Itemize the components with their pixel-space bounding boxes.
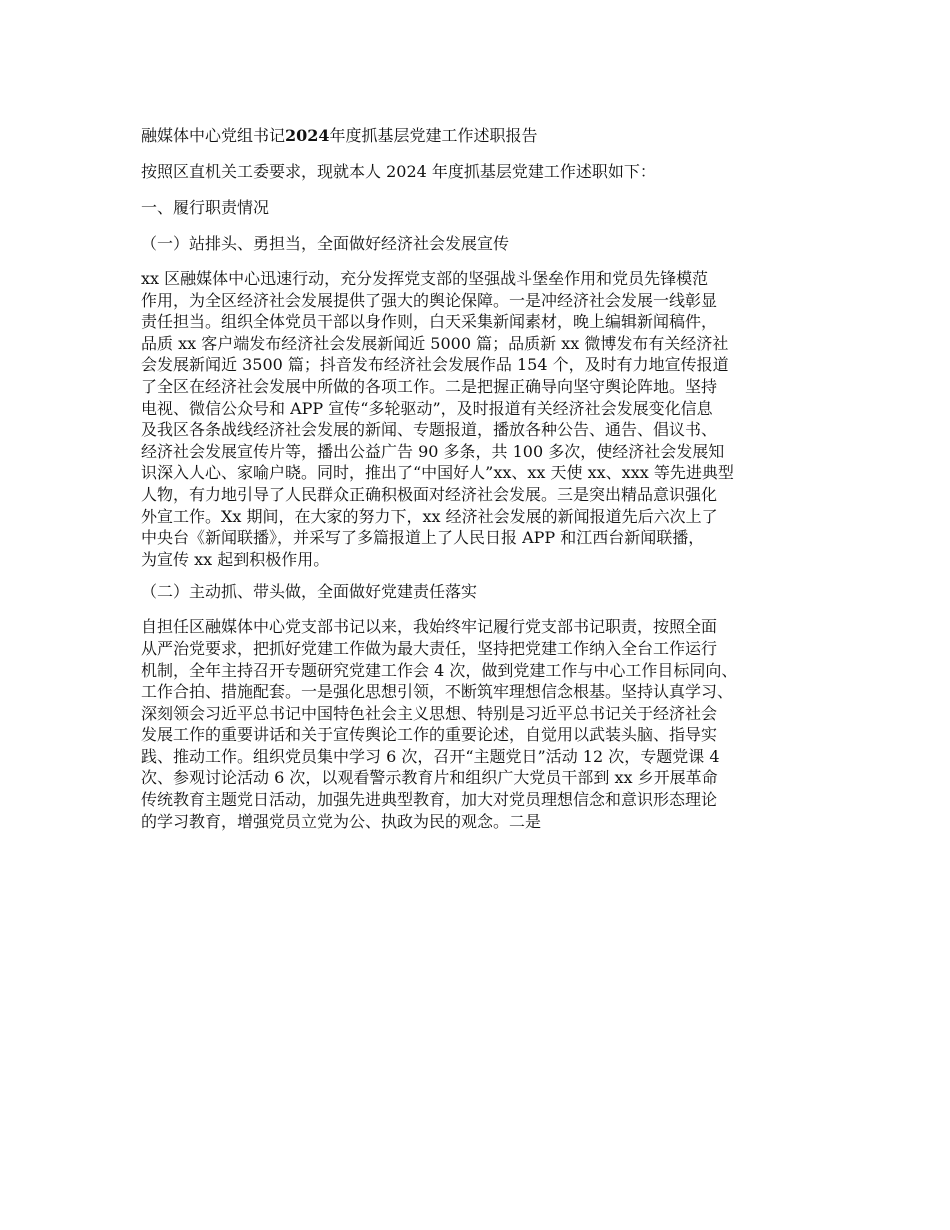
- paragraph-line: 践、推动工作。组织党员集中学习 6 次，召开“主题党日”活动 12 次，专题党课 4: [141, 746, 720, 766]
- paragraph-line: 发展工作的重要讲话和关于宣传舆论工作的重要论述，自觉用以武装头脑、指导实: [141, 725, 718, 745]
- paragraph-line: 次、参观讨论活动 6 次，以观看警示教育片和组织广大党员干部到 xx 乡开展革命: [141, 768, 718, 788]
- paragraph-line: 了全区在经济社会发展中所做的各项工作。二是把握正确导向坚守舆论阵地。坚持: [141, 376, 718, 396]
- paragraph-line: 会发展新闻近 3500 篇；抖音发布经济社会发展作品 154 个，及时有力地宣传报道: [141, 355, 729, 375]
- paragraph-line: 自担任区融媒体中心党支部书记以来，我始终牢记履行党支部书记职责，按照全面: [141, 617, 718, 637]
- paragraph-line: 及我区各条战线经济社会发展的新闻、专题报道，播放各种公告、通告、倡议书、: [141, 420, 718, 440]
- paragraph-line: 传统教育主题党日活动，加强先进典型教育，加大对党员理想信念和意识形态理论: [141, 790, 718, 810]
- paragraph-line: 外宣工作。Xx 期间，在大家的努力下，xx 经济社会发展的新闻报道先后六次上了: [141, 506, 718, 526]
- title-year: 2024: [285, 126, 330, 145]
- document-body: [141, 124, 817, 842]
- title-prefix: 融媒体中心党组书记: [141, 126, 286, 145]
- subsection-heading: （二）主动抓、带头做，全面做好党建责任落实: [141, 582, 478, 602]
- document-title: [141, 124, 817, 148]
- paragraph-line: 识深入人心、家喻户晓。同时，推出了“中国好人”xx、xx 天使 xx、xxx 等先进典型: [141, 463, 734, 483]
- paragraph-line: 从严治党要求，把抓好党建工作做为最大责任，坚持把党建工作纳入全台工作运行: [141, 638, 718, 658]
- paragraph-line: 责任担当。组织全体党员干部以身作则，白天采集新闻素材，晚上编辑新闻稿件，: [141, 312, 718, 332]
- paragraph-line: 工作合拍、措施配套。一是强化思想引领，不断筑牢理想信念根基。坚持认真学习、: [141, 682, 734, 702]
- section-heading: 一、履行职责情况: [141, 198, 270, 217]
- subsection-heading: （一）站排头、勇担当，全面做好经济社会发展宣传: [141, 234, 510, 253]
- title-suffix: 年度抓基层党建工作述职报告: [329, 126, 538, 145]
- paragraph-line: 品质 xx 客户端发布经济社会发展新闻近 5000 篇；品质新 xx 微博发布有关经济社: [141, 333, 729, 353]
- paragraph-line: 机制，全年主持召开专题研究党建工作会 4 次，做到党建工作与中心工作目标同向、: [141, 660, 738, 680]
- paragraph-body: [141, 268, 817, 570]
- paragraph-line: 作用，为全区经济社会发展提供了强大的舆论保障。一是冲经济社会发展一线彰显: [141, 290, 718, 310]
- intro-text: 按照区直机关工委要求，现就本人 2024 年度抓基层党建工作述职如下：: [141, 162, 656, 181]
- paragraph-line: 为宣传 xx 起到积极作用。: [141, 549, 330, 569]
- paragraph-line: 经济社会发展宣传片等，播出公益广告 90 多条，共 100 多次，使经济社会发展知: [141, 441, 725, 461]
- paragraph-body: [141, 616, 817, 832]
- paragraph-line: xx 区融媒体中心迅速行动，充分发挥党支部的坚强战斗堡垒作用和党员先锋模范: [141, 269, 709, 288]
- paragraph-line: 人物，有力地引导了人民群众正确积极面对经济社会发展。三是突出精品意识强化: [141, 484, 718, 504]
- paragraph-line: 电视、微信公众号和 APP 宣传“多轮驱动”，及时报道有关经济社会发展变化信息: [141, 398, 713, 418]
- paragraph-line: 深刻领会习近平总书记中国特色社会主义思想、特别是习近平总书记关于经济社会: [141, 703, 718, 723]
- paragraph-line: 中央台《新闻联播》，并采写了多篇报道上了人民日报 APP 和江西台新闻联播，: [141, 528, 705, 548]
- paragraph-line: 的学习教育，增强党员立党为公、执政为民的观念。二是: [141, 811, 542, 831]
